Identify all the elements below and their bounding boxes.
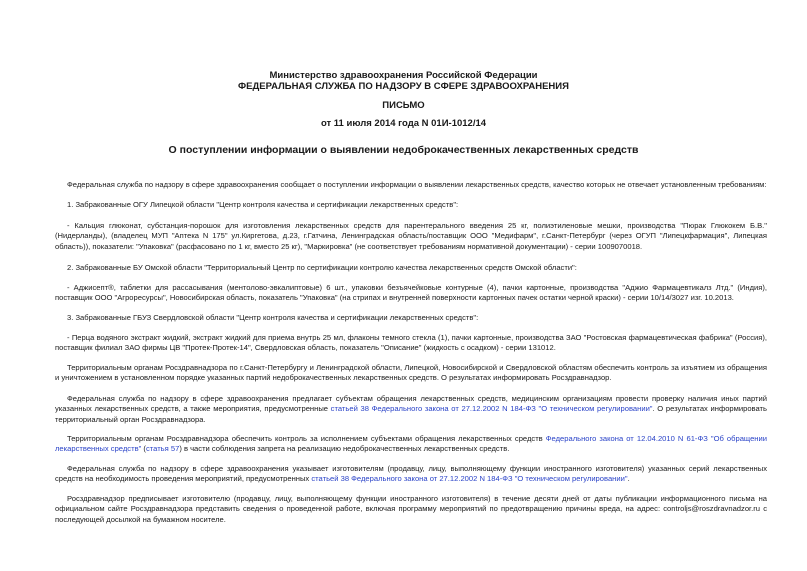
document-title: О поступлении информации о выявлении недоброкачественных лекарственных средств — [168, 144, 639, 156]
law-184-article-38-link-2[interactable]: статьей 38 Федерального закона от 27.12.2002 N 184-ФЗ "О техническом регулировании" — [311, 474, 628, 484]
control-paragraph: Территориальным органам Росздравнадзора обеспечить контроль за исполнением субъектами обращения лекарственных средств Федерального закона от 12.04.2010 N 61-ФЗ "Об обращении лекарственных средств" (статья 57) в части соблюдения запрета на реализацию недоброкачественных лекарственных средств. — [55, 434, 767, 454]
section-1-item: - Кальция глюконат, субстанция-порошок для изготовления лекарственных средств для парентерального введения 25 кг, полиэтиленовые мешки, производства "Пюрак Глюкокем Б.В." (Нидерланды), (владелец МУП "Аптека N 175" ул.Киргетова, д.23, г.Гатчина, Ленинградская область/поставщик ООО "Медифарм", г.Санкт-Петербург (через ОГУП "Липецкфармация", Липецкая область)), показатели: "Упаковка" (расфасовано по 1 кг, вместо 25 кг), "Маркировка" (не соответствует требованиям нормативной документации) - серии 1009070018. — [55, 221, 767, 251]
section-2-item: - Аджисепт®, таблетки для рассасывания (ментолово-эвкалиптовые) 6 шт., упаковки безъячейковые контурные (4), пачки картонные, производства "Аджио Фармацевтикалз Лтд." (Индия), поставщик ООО "Агроресурсы", Новосибирская область, показатель "Упаковка" (на стрипах и внутренней поверхности картонных пачек остатки черной краски) - серии 10/14/3027 изг. 10.2013. — [55, 283, 767, 303]
territorial-bodies-paragraph: Территориальным органам Росздравнадзора по г.Санкт-Петербургу и Ленинградской области, Липецкой, Новосибирской и Свердловской областям обеспечить контроль за изъятием из обращения и уничтожением в установленном порядке указанных партий недоброкачественных лекарственных средств. О результатах информировать Росздравнадзор. — [55, 363, 767, 383]
law-61-link[interactable]: Федерального закона от 12.04.2010 N 61-ФЗ "Об обращении лекарственных средств" — [55, 434, 767, 454]
document-type: ПИСЬМО — [382, 100, 425, 111]
intro-paragraph: Федеральная служба по надзору в сфере здравоохранения сообщает о поступлении информации о выявлении лекарственных средств, качество которых не отвечает установленным требованиям: — [67, 180, 767, 189]
law-184-article-38-link[interactable]: статьей 38 Федерального закона от 27.12.2002 N 184-ФЗ "О техническом регулировании" — [330, 404, 653, 414]
document-date-number: от 11 июля 2014 года N 01И-1012/14 — [320, 118, 487, 129]
final-paragraph: Росздравнадзор предписывает изготовителю (продавцу, лицу, выполняющему функции иностранного изготовителя) в течение десяти дней от даты публикации информационного письма на официальном сайте Росздравнадзора представить сведения о проведенной работе, включая программу мероприятий по предотвращению причины вреда, на адрес: controljs@roszdravnadzor.ru с последующей досылкой на бумажном носителе. — [55, 494, 767, 524]
federal-service-paragraph: Федеральная служба по надзору в сфере здравоохранения предлагает субъектам обращения лекарственных средств, медицинским организациям провести проверку наличия иных партий указанных лекарственных средств, а также мероприятия, предусмотренные статьей 38 Федерального закона от 27.12.2002 N 184-ФЗ "О техническом регулировании". О результатах информировать территориальный орган Росздравнадзора. — [55, 394, 767, 424]
manufacturers-paragraph: Федеральная служба по надзору в сфере здравоохранения указывает изготовителям (продавцу, лицу, выполняющему функции иностранного изготовителя) указанных серий лекарственных средств на необходимость проведения мероприятий, предусмотренных статьей 38 Федерального закона от 27.12.2002 N 184-ФЗ "О техническом регулировании". — [55, 464, 767, 484]
article-57-link[interactable]: статья 57 — [145, 444, 180, 454]
section-3-heading: 3. Забракованные ГБУЗ Свердловской области "Центр контроля качества и сертификации лекарственных средств": — [67, 313, 479, 322]
ministry-heading: Министерство здравоохранения Российской Федерации — [269, 70, 538, 81]
section-2-heading: 2. Забракованные БУ Омской области "Территориальный Центр по сертификации контролю качества лекарственных средств Омской области": — [67, 263, 577, 272]
section-3-item: - Перца водяного экстракт жидкий, экстракт жидкий для приема внутрь 25 мл, флаконы темного стекла (1), пачки картонные, производства ЗАО "Ростовская фармацевтическая фабрика" (Россия), поставщик филиал ЗАО фирмы ЦВ "Протек-Протек-14", Свердловская область, показатель "Описание" (жидкость с осадком) - серии 131012. — [55, 333, 767, 353]
section-1-heading: 1. Забракованные ОГУ Липецкой области "Центр контроля качества и сертификации лекарственных средств": — [67, 200, 459, 209]
service-heading: ФЕДЕРАЛЬНАЯ СЛУЖБА ПО НАДЗОРУ В СФЕРЕ ЗДРАВООХРАНЕНИЯ — [238, 81, 569, 92]
